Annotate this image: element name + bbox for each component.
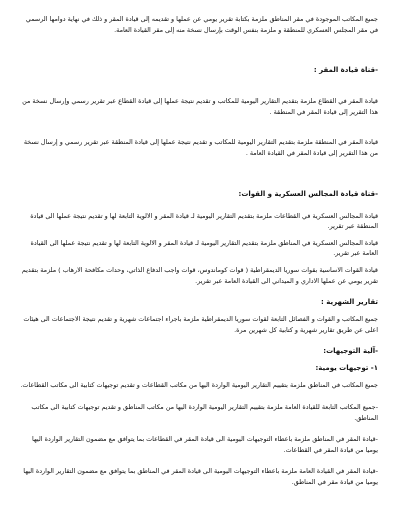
councils-paragraph-2: قيادة المجالس العسكرية في المناطق ملزمة بتقديم التقارير اليومية لـ قيادة المقر و الالوية التابعة لها و تقديم نتيجة عملها الى القيادة العامة عبر تقرير. (30, 238, 378, 258)
intro-paragraph: جميع المكاتب الموجودة في مقر المناطق ملزمة بكتابة تقرير يومي عن عملها و تقديمه إلى قيادة المقر و ذلك في نهاية دوامها الرسمي في مقر المجلس العسكري للمنطقة و ملزمة بنفس الوقت بإرسال نسخة منه إلى مقر القيادة العامة. (25, 15, 378, 34)
councils-paragraph-3: قيادة القوات الاساسية بقوات سوريا الديمقراطية ( قوات كوماندوس، قوات واجب الدفاع الذاتي، وحدات مكافحة الارهاب ) ملزمة بتقديم تقرير يومي عن عملها الاداري و الميداني الى القيادة العامة عبر تقرير. (21, 265, 378, 285)
daily-paragraph-3: -قيادة المقر في المناطق ملزمة باعطاء التوجيهات اليومية الى قيادة المقر في القطاعات بما يتوافق مع مضمون التقارير الواردة اليها يوميا من قيادة المقر في القطاعات. (32, 435, 378, 454)
councils-paragraph-1: قيادة المجالس العسكرية في القطاعات ملزمة بتقديم التقارير اليومية لـ قيادة المقر و الالوية التابعة لها و تقديم نتيجة عملها الى قيادة المنطقة عبر تقرير. (30, 211, 378, 231)
heading-directive-mechanism: -آلية التوجيهات: (323, 347, 378, 356)
hq-paragraph-1: قيادة المقر في القطاع ملزمة بتقديم التقارير اليومية للمكاتب و تقديم نتيجة عملها إلى قيادة القطاع عبر تقرير رسمي وإرسال نسخة من هذا التقرير إلى قيادة المقر في المنطقة . (22, 97, 378, 116)
heading-daily-directives: ١- توجيهات يومية: (315, 364, 378, 373)
heading-councils-channel: -قناة قيادة المجالس العسكرية و القوات: (238, 189, 378, 198)
heading-hq-channel: -قناة قيادة المقر : (313, 66, 378, 75)
daily-paragraph-2: -جميع المكاتب التابعة للقيادة العامة ملزمة بتقييم التقارير اليومية الواردة اليها من مكاتب المناطق و تقديم توجيهات كتابية الى مكاتب المناطق. (31, 402, 378, 422)
heading-monthly-reports: تقارير الشهرية : (321, 298, 378, 307)
daily-paragraph-1: جميع المكاتب في المناطق ملزمة بتقييم التقارير اليومية الواردة اليها من مكاتب القطاعات و تقديم توجيهات كتابية الى مكاتب القطاعات. (20, 381, 378, 390)
monthly-paragraph: جميع المكاتب و القوات و الفصائل التابعة لقوات سوريا الديمقراطية ملزمة باجراء اجتماعات شهرية و تقديم نتيجة الاجتماعات الى هيئات اعلى عن طريق تقارير شهرية و كتابية كل شهرين مرة. (23, 315, 378, 334)
hq-paragraph-2: قيادة المقر في المنطقة ملزمة بتقديم التقارير اليومية للمكاتب و تقديم نتيجة عملها إلى قيادة المنطقة عبر تقرير رسمي و إرسال نسخة من هذا التقرير إلى قيادة المقر في القيادة العامة . (23, 138, 378, 157)
daily-paragraph-4: -قيادة المقر في القيادة العامة ملزمة باعطاء التوجيهات اليومية الى قيادة المقر في المناطق بما يتوافق مع مضمون التقارير الواردة اليها يوميا من قيادة مقر في المناطق. (23, 467, 378, 486)
